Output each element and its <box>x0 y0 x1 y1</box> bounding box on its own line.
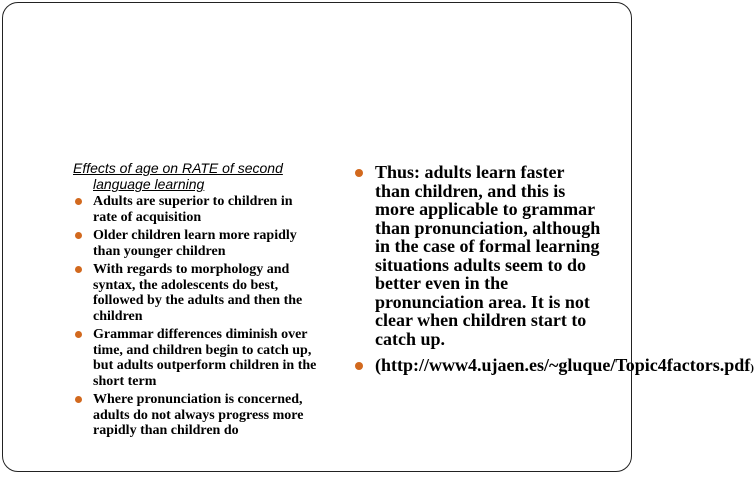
bullet-icon <box>75 266 82 273</box>
list-item <box>353 355 754 378</box>
list-item <box>73 262 318 324</box>
list-item-text: Adults are superior to children in rate of acquisition <box>93 194 293 225</box>
list-item-text: With regards to morphology and syntax, the adolescents do best, followed by the adults and then the children <box>93 262 303 324</box>
bullet-icon <box>75 198 82 205</box>
left-heading: Effects of age on RATE of second language learning <box>73 160 283 192</box>
left-bullet-list <box>73 194 318 439</box>
list-item <box>73 327 318 389</box>
bullet-icon <box>75 396 82 403</box>
bullet-icon <box>355 362 363 370</box>
bullet-icon <box>75 232 82 239</box>
left-column <box>73 160 318 442</box>
list-item <box>73 228 318 259</box>
bullet-icon <box>75 331 82 338</box>
right-column <box>353 162 754 386</box>
list-item <box>73 392 318 439</box>
list-item <box>353 163 603 348</box>
closing-paren: ) <box>750 362 754 374</box>
bullet-icon <box>355 169 363 177</box>
list-item-text: Grammar differences diminish over time, and children begin to catch up, but adults outperform children in the short term <box>93 327 317 389</box>
list-item-text: Thus: adults learn faster than children, and this is more applicable to grammar than pronunciation, although in the case of formal learning situations adults seem to do better even in the pronunciation area. It is not clear when children start to catch up. <box>375 162 601 349</box>
list-item-text: Where pronunciation is concerned, adults do not always progress more rapidly than children do <box>93 392 304 438</box>
list-item <box>73 194 318 225</box>
source-link[interactable]: (http://www4.ujaen.es/~gluque/Topic4factors.pdf <box>375 355 751 375</box>
list-item-text: Older children learn more rapidly than younger children <box>93 228 297 259</box>
right-bullet-list <box>353 162 754 378</box>
slide-frame <box>2 2 754 472</box>
